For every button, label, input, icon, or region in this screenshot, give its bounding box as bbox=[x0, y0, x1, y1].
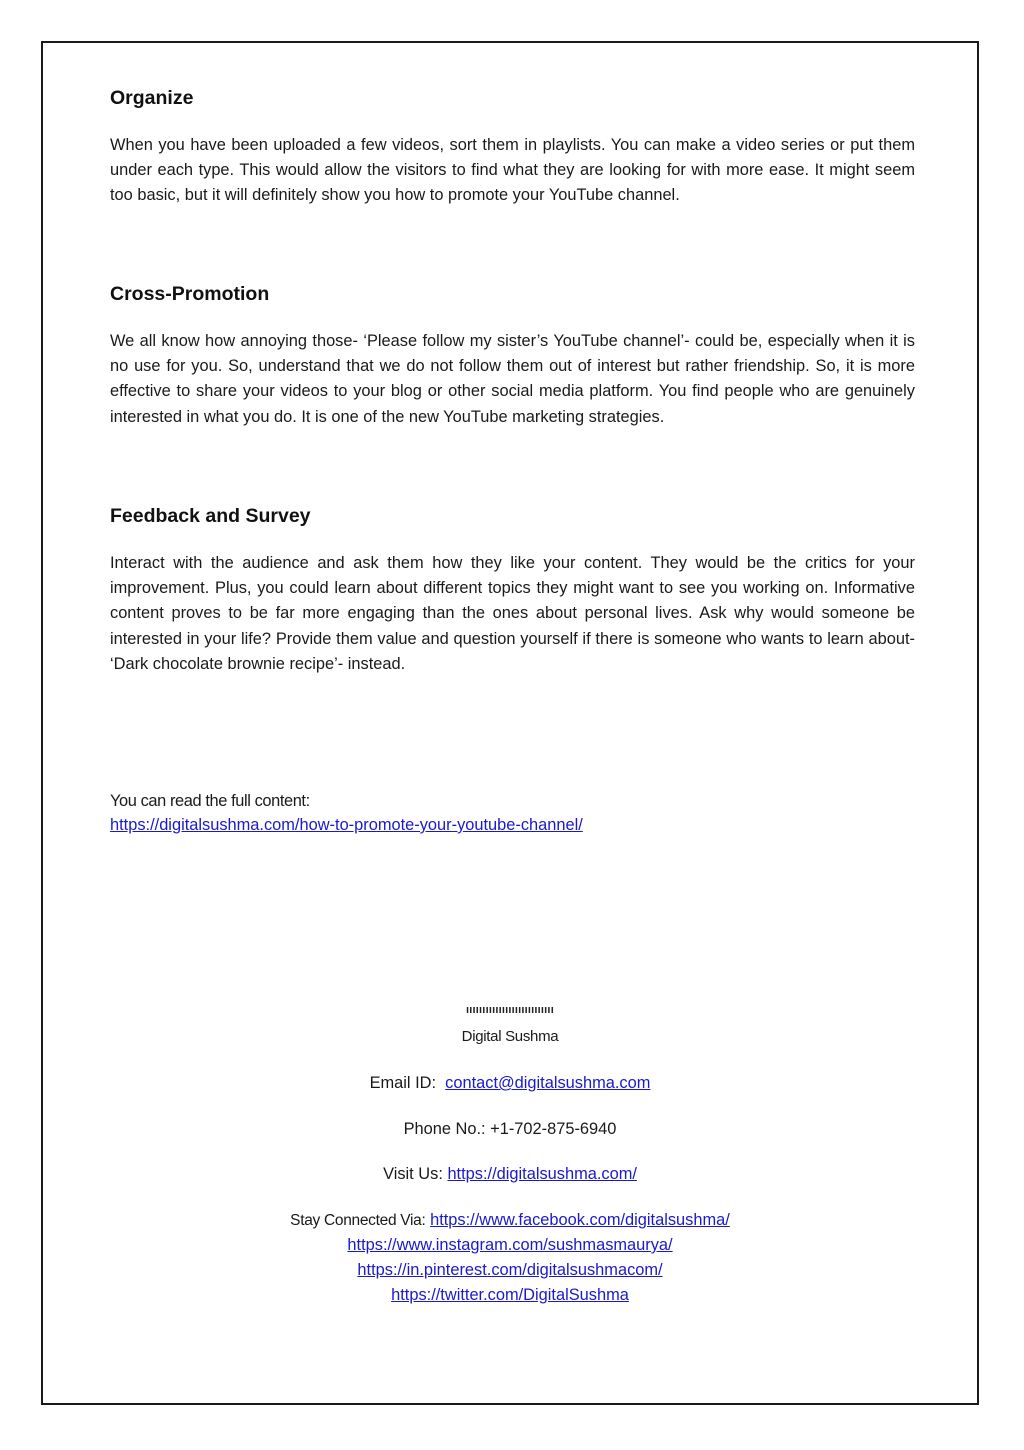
section-heading: Cross-Promotion bbox=[110, 283, 270, 305]
section-cross-promotion bbox=[110, 282, 915, 430]
footer-brand-name: Digital Sushma bbox=[461, 1028, 559, 1045]
visit-label: Visit Us: bbox=[383, 1165, 443, 1183]
footer-divider-dots: ııııııııııııııııııııııııııı bbox=[466, 1004, 554, 1016]
page-border bbox=[41, 41, 979, 1405]
section-body: Interact with the audience and ask them how they like your content. They would be the critics for your improvement. Plus, you could learn about different topics they might want to see you working on. Informative content proves to be far more engaging than the ones about personal lives. Ask why would someone be interested in your life? Provide them value and question yourself if there is someone who wants to learn about- ‘Dark chocolate brownie recipe’- instead. bbox=[110, 554, 915, 673]
social-row-facebook bbox=[41, 1208, 979, 1233]
section-body: When you have been uploaded a few videos, sort them in playlists. You can make a video series or put them under each type. This would allow the visitors to find what they are looking for with more ease. It might seem too basic, but it will definitely show you how to promote your YouTube channel. bbox=[110, 136, 915, 205]
section-feedback-survey bbox=[110, 504, 915, 677]
section-organize bbox=[110, 86, 915, 209]
social-row-instagram bbox=[41, 1233, 979, 1258]
footer-email-line bbox=[41, 1071, 979, 1095]
read-more-label: You can read the full content: bbox=[110, 792, 310, 810]
twitter-link[interactable]: https://twitter.com/DigitalSushma bbox=[391, 1286, 629, 1304]
read-more-block bbox=[110, 789, 583, 837]
social-row-pinterest bbox=[41, 1258, 979, 1283]
stay-connected-label: Stay Connected Via: bbox=[290, 1212, 426, 1229]
email-link[interactable]: contact@digitalsushma.com bbox=[445, 1074, 651, 1092]
email-label: Email ID: bbox=[369, 1074, 437, 1092]
section-heading: Organize bbox=[110, 87, 194, 109]
section-heading: Feedback and Survey bbox=[110, 505, 311, 527]
facebook-link[interactable]: https://www.facebook.com/digitalsushma/ bbox=[430, 1211, 730, 1229]
footer-visit-line bbox=[41, 1162, 979, 1186]
read-more-link[interactable]: https://digitalsushma.com/how-to-promote-your-youtube-channel/ bbox=[110, 816, 583, 834]
website-link[interactable]: https://digitalsushma.com/ bbox=[447, 1165, 637, 1183]
footer-phone: Phone No.: +1-702-875-6940 bbox=[403, 1120, 617, 1138]
social-row-twitter bbox=[41, 1283, 979, 1308]
section-body: We all know how annoying those- ‘Please follow my sister’s YouTube channel’- could be, especially when it is no use for you. So, understand that we do not follow them out of interest but rather friendship. So, it is more effective to share your videos to your blog or other social media platform. You find people who are genuinely interested in what you do. It is one of the new YouTube marketing strategies. bbox=[110, 332, 915, 426]
footer-social-links bbox=[41, 1208, 979, 1308]
pinterest-link[interactable]: https://in.pinterest.com/digitalsushmacom/ bbox=[357, 1261, 663, 1279]
instagram-link[interactable]: https://www.instagram.com/sushmasmaurya/ bbox=[347, 1236, 673, 1254]
